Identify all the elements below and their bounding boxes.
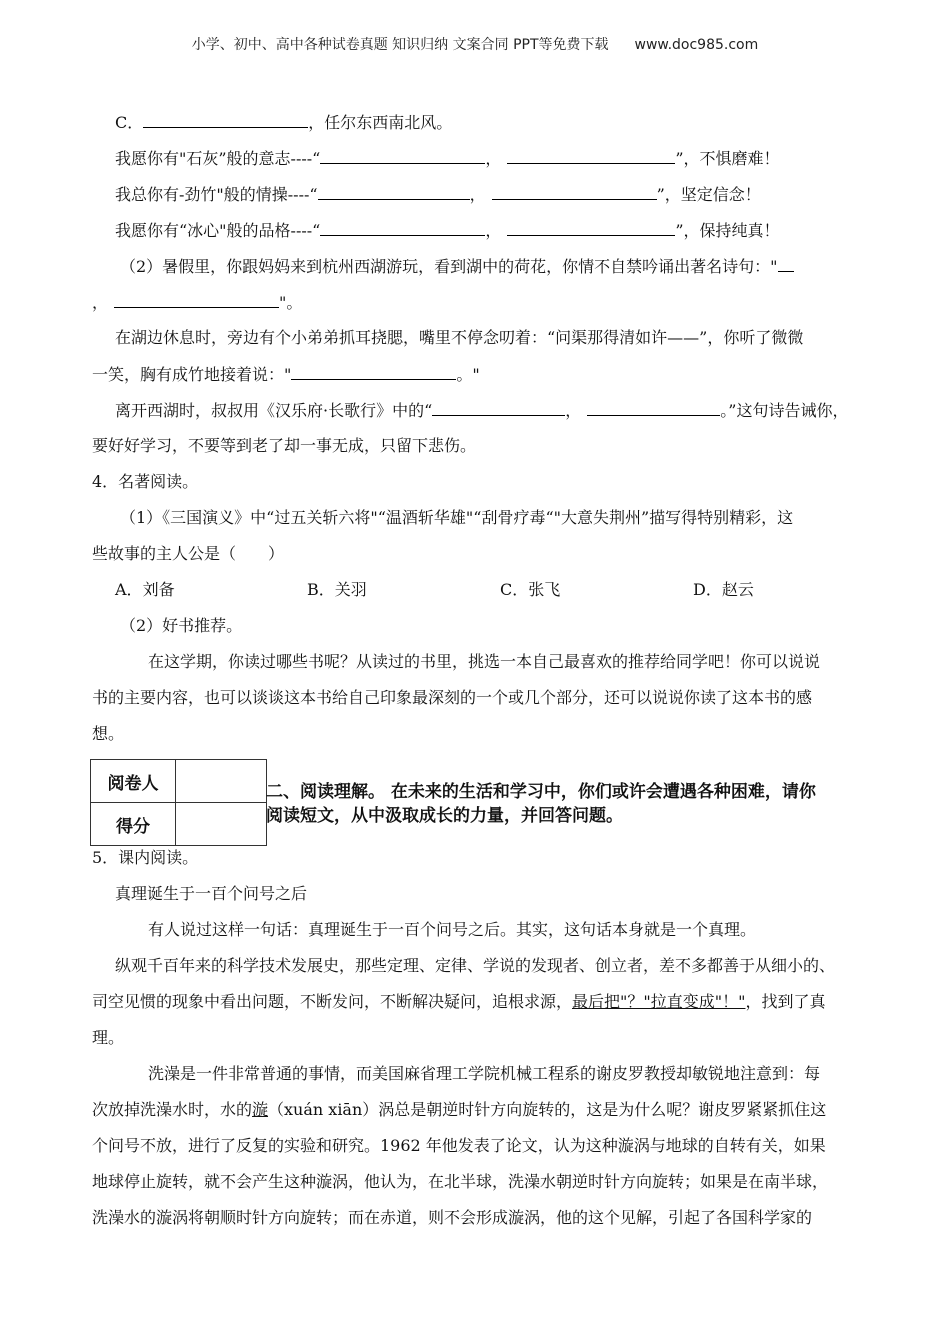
line-q2a — [120, 255, 794, 278]
rec-line-c: 想。 — [92, 724, 125, 743]
c-tail: ，任尔东西南北风。 — [308, 113, 453, 132]
reviewer-label: 阅卷人 — [91, 760, 176, 803]
q4-heading: 4．名著阅读。 — [92, 472, 199, 491]
option-a[interactable] — [115, 579, 175, 601]
comma: ， — [485, 149, 502, 168]
line-bingxin — [115, 219, 780, 242]
passage-title: 真理诞生于一百个问号之后 — [115, 884, 308, 903]
comma: ， — [469, 185, 486, 204]
line-shihui — [115, 147, 780, 170]
para2b-head: 司空见惯的现象中看出问题，不断发问，不断解决疑问，追根求源， — [92, 992, 573, 1011]
uncle-tail: 。”这句诗告诫你， — [720, 401, 849, 420]
para3-line-e: 洗澡水的漩涡将朝顺时针方向旋转；而在赤道，则不会形成漩涡，他的这个见解，引起了各国科学家的 — [92, 1208, 813, 1227]
option-text: 赵云 — [721, 580, 754, 599]
reviewer-cell[interactable] — [176, 760, 267, 803]
q2-text: （2）暑假里，你跟妈妈来到杭州西湖游玩，看到湖中的荷花，你情不自禁吟诵出著名诗句：" — [120, 257, 778, 276]
para3b-head: 次放掉洗澡水时，水的 — [92, 1100, 253, 1119]
option-letter: D． — [693, 580, 722, 599]
blank[interactable] — [507, 147, 675, 164]
line-rest-b — [92, 363, 480, 386]
option-d[interactable] — [693, 579, 754, 601]
line-uncle-a — [115, 399, 848, 422]
q4-1-text: （1）《三国演义》中“过五关斩六将"“温酒斩华雄"“刮骨疗毒“"大意失荆州”描写得特别精彩，这 — [120, 508, 794, 527]
blank[interactable] — [318, 183, 470, 200]
jinzhu-text: 我总你有-劲竹"般的情操----“ — [115, 185, 318, 204]
para3-line-d: 地球停止旋转，就不会产生这种漩涡，他认为，在北半球，洗澡水朝逆时针方向旋转；如果是在南半球， — [92, 1172, 829, 1191]
comma: ， — [565, 401, 582, 420]
section2-line1: 二、阅读理解。 在未来的生活和学习中，你们或许会遭遇各种困难，请你 — [266, 782, 816, 802]
para3-line-b — [92, 1099, 826, 1121]
blank[interactable] — [320, 219, 485, 236]
q5-heading: 5．课内阅读。 — [92, 848, 199, 867]
blank[interactable] — [320, 147, 485, 164]
para3-line-c: 个问号不放，进行了反复的实验和研究。1962 年他发表了论文，认为这种漩涡与地球的自转有关，如果 — [92, 1136, 826, 1155]
header-text: 小学、初中、高中各种试卷真题 知识归纳 文案合同 PPT等免费下载 — [191, 37, 609, 53]
c-label: C． — [115, 113, 144, 132]
comma: ， — [485, 221, 502, 240]
line-c — [115, 111, 452, 134]
line-q2b — [92, 291, 302, 314]
blank[interactable] — [432, 399, 565, 416]
para2-line-a: 纵观千百年来的科学技术发展史，那些定理、定律、学说的发现者、创立者，差不多都善于从细小的、 — [115, 956, 836, 975]
para1: 有人说过这样一句话：真理诞生于一百个问号之后。其实，这句话本身就是一个真理。 — [148, 920, 757, 939]
q2b-tail: "。 — [279, 293, 303, 312]
jinzhu-tail: ”，坚定信念！ — [656, 185, 761, 204]
para2b-tail: ，找到了真 — [745, 992, 826, 1011]
underlined-char: 漩 — [252, 1100, 269, 1119]
para3b-tail: （xuán xiān）涡总是朝逆时针方向旋转的，这是为什么呢？谢皮罗紧紧抓住这 — [268, 1100, 827, 1119]
uncle-text: 离开西湖时，叔叔用《汉乐府·长歌行》中的“ — [115, 401, 433, 420]
blank[interactable] — [291, 363, 456, 380]
rest-b-head: 一笑，胸有成竹地接着说：" — [92, 365, 292, 384]
line-rest-a: 在湖边休息时，旁边有个小弟弟抓耳挠腮，嘴里不停念叨着：“问渠那得清如许——”，你听了微微 — [115, 328, 804, 347]
option-text: 刘备 — [142, 580, 175, 599]
underlined-phrase: 最后把"？"拉直变成"！" — [572, 992, 746, 1011]
bingxin-tail: ”，保持纯真！ — [675, 221, 780, 240]
bingxin-text: 我愿你有“冰心"般的品格----“ — [115, 221, 321, 240]
section2-line2: 阅读短文，从中汲取成长的力量，并回答问题。 — [266, 806, 623, 826]
line-uncle-b: 要好好学习，不要等到老了却一事无成，只留下悲伤。 — [92, 436, 477, 455]
blank[interactable] — [587, 399, 720, 416]
option-c[interactable] — [500, 579, 560, 601]
option-b[interactable] — [307, 579, 367, 601]
para2-line-c: 理。 — [92, 1028, 125, 1047]
para2-line-b — [92, 991, 825, 1013]
line-jinzhu — [115, 183, 761, 206]
q4-1-text-b: 些故事的主人公是（ ） — [92, 544, 285, 563]
option-letter: A． — [115, 580, 143, 599]
page-header — [0, 34, 950, 54]
option-letter: C． — [500, 580, 529, 599]
option-letter: B． — [307, 580, 335, 599]
blank[interactable] — [492, 183, 657, 200]
para3-line-a: 洗澡是一件非常普通的事情，而美国麻省理工学院机械工程系的谢皮罗教授却敏锐地注意到：每 — [148, 1064, 821, 1083]
header-url[interactable]: www.doc985.com — [634, 37, 759, 53]
score-cell[interactable] — [176, 803, 267, 846]
option-text: 关羽 — [334, 580, 367, 599]
q2b-head: ， — [92, 293, 109, 312]
section2-heading — [266, 780, 816, 828]
blank[interactable] — [507, 219, 675, 236]
rec-line-a: 在这学期，你读过哪些书呢？从读过的书里，挑选一本自己最喜欢的推荐给同学吧！你可以说说 — [148, 652, 821, 671]
option-text: 张飞 — [528, 580, 561, 599]
rest-b-tail: 。" — [456, 365, 480, 384]
blank[interactable] — [114, 291, 279, 308]
score-label: 得分 — [91, 803, 176, 846]
score-table — [90, 759, 267, 846]
shihui-text: 我愿你有"石灰”般的意志----“ — [115, 149, 321, 168]
blank[interactable] — [143, 111, 308, 128]
rec-line-b: 书的主要内容，也可以谈谈这本书给自己印象最深刻的一个或几个部分，还可以说说你读了这本书的感 — [92, 688, 813, 707]
blank[interactable] — [778, 255, 794, 272]
shihui-tail: ”，不惧磨难！ — [675, 149, 780, 168]
q4-2-heading: （2）好书推荐。 — [120, 616, 243, 635]
